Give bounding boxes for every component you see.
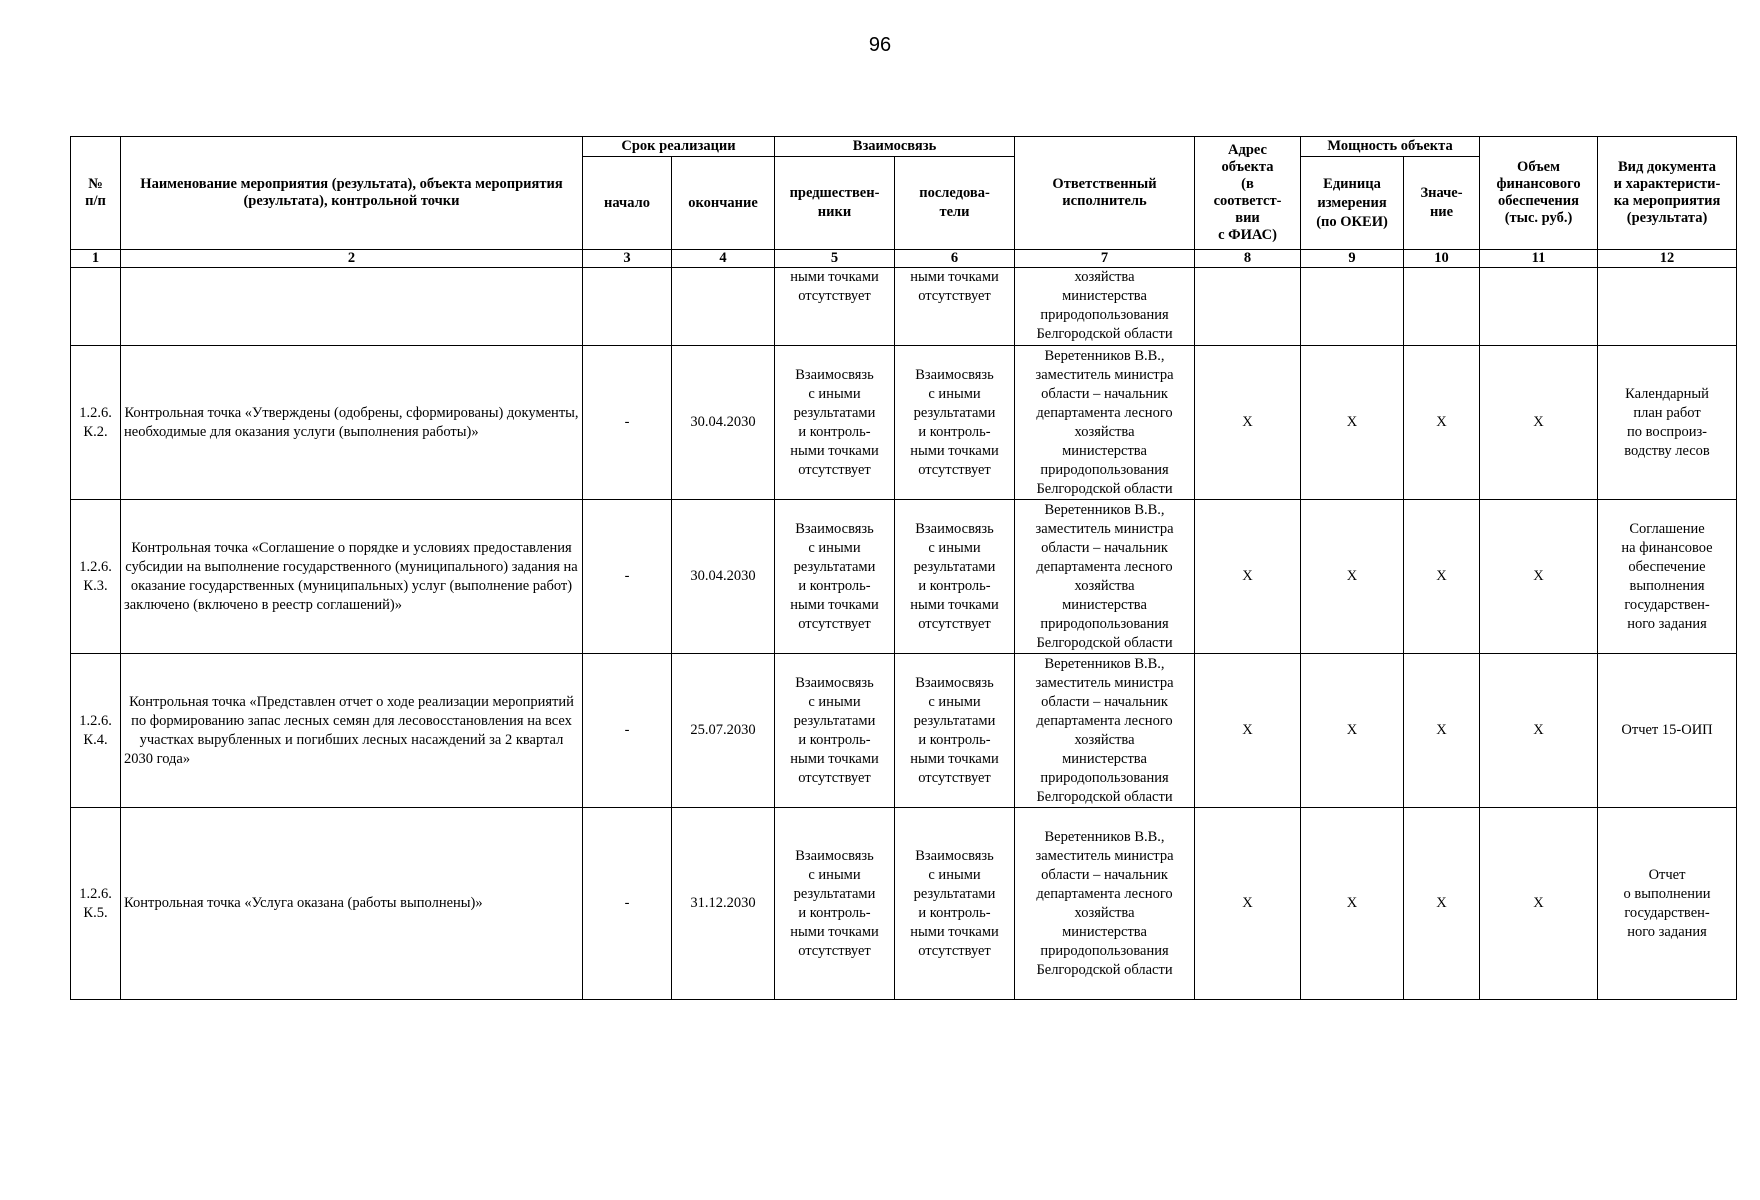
header-doc-type: Вид документа и характеристи- ка мероприятия (результата) [1598, 137, 1737, 250]
column-number: 9 [1301, 250, 1404, 268]
plan-table [70, 136, 1737, 1000]
cell-doc-type: Календарный план работ по воспроиз- водству лесов [1598, 346, 1737, 500]
header-finance: Объем финансового обеспечения (тыс. руб.) [1480, 137, 1598, 250]
cell-doc-type: Отчет 15-ОИП [1598, 654, 1737, 808]
column-number: 3 [583, 250, 672, 268]
cell-responsible: Веретенников В.В., заместитель министра области – начальник департамента лесного хозяйства министерства природопользования Белгородской области [1015, 346, 1195, 500]
cell-next: ными точками отсутствует [895, 268, 1015, 346]
cell-start: - [583, 500, 672, 654]
cell-start: - [583, 808, 672, 1000]
header-link-prev: предшествен- ники [775, 157, 895, 250]
cell-value: X [1404, 500, 1480, 654]
cell-doc-type: Соглашение на финансовое обеспечение выполнения государствен- ного задания [1598, 500, 1737, 654]
column-number: 8 [1195, 250, 1301, 268]
cell-empty [71, 268, 121, 346]
cell-empty [1301, 268, 1404, 346]
column-number: 4 [672, 250, 775, 268]
cell-address: X [1195, 346, 1301, 500]
column-number: 11 [1480, 250, 1598, 268]
cell-end: 30.04.2030 [672, 500, 775, 654]
header-term-group: Срок реализации [583, 137, 775, 157]
cell-start: - [583, 346, 672, 500]
cell-finance: X [1480, 500, 1598, 654]
header-name: Наименование мероприятия (результата), объекта мероприятия (результата), контрольной точки [121, 137, 583, 250]
cell-empty [1598, 268, 1737, 346]
header-term-start: начало [583, 157, 672, 250]
cell-prev: ными точками отсутствует [775, 268, 895, 346]
header-unit: Единица измерения (по ОКЕИ) [1301, 157, 1404, 250]
cell-finance: X [1480, 654, 1598, 808]
cell-next: Взаимосвязь с иными результатами и контроль- ными точками отсутствует [895, 346, 1015, 500]
header-value: Значе- ние [1404, 157, 1480, 250]
column-number: 2 [121, 250, 583, 268]
cell-unit: X [1301, 808, 1404, 1000]
column-number: 10 [1404, 250, 1480, 268]
column-number: 7 [1015, 250, 1195, 268]
cell-empty [1480, 268, 1598, 346]
cell-empty [121, 268, 583, 346]
header-no: № п/п [71, 137, 121, 250]
header-term-end: окончание [672, 157, 775, 250]
cell-finance: X [1480, 346, 1598, 500]
cell-no: 1.2.6. К.2. [71, 346, 121, 500]
cell-doc-type: Отчет о выполнении государствен- ного задания [1598, 808, 1737, 1000]
cell-no: 1.2.6. К.3. [71, 500, 121, 654]
cell-address: X [1195, 654, 1301, 808]
column-number: 5 [775, 250, 895, 268]
cell-empty [1195, 268, 1301, 346]
header-link-next: последова- тели [895, 157, 1015, 250]
column-number: 6 [895, 250, 1015, 268]
table-row [71, 654, 1737, 808]
header-address: Адрес объекта (в соответст- вии с ФИАС) [1195, 137, 1301, 250]
cell-address: X [1195, 808, 1301, 1000]
page-number: 96 [868, 34, 892, 56]
cell-next: Взаимосвязь с иными результатами и контроль- ными точками отсутствует [895, 500, 1015, 654]
cell-prev: Взаимосвязь с иными результатами и контроль- ными точками отсутствует [775, 346, 895, 500]
cell-value: X [1404, 346, 1480, 500]
cell-unit: X [1301, 346, 1404, 500]
cell-empty [1404, 268, 1480, 346]
cell-start: - [583, 654, 672, 808]
cell-responsible: хозяйства министерства природопользования Белгородской области [1015, 268, 1195, 346]
cell-value: X [1404, 808, 1480, 1000]
continuation-row [71, 268, 1737, 346]
header-capacity-group: Мощность объекта [1301, 137, 1480, 157]
cell-no: 1.2.6. К.5. [71, 808, 121, 1000]
cell-next: Взаимосвязь с иными результатами и контроль- ными точками отсутствует [895, 654, 1015, 808]
cell-name: Контрольная точка «Представлен отчет о ходе реализации мероприятий по формированию запас лесных семян для лесовосстановления на всех участках вырубленных и погибших лесных насаждений за 2 квартал 2030 года» [121, 654, 583, 808]
table-row [71, 500, 1737, 654]
cell-end: 25.07.2030 [672, 654, 775, 808]
cell-no: 1.2.6. К.4. [71, 654, 121, 808]
cell-name: Контрольная точка «Услуга оказана (работы выполнены)» [121, 808, 583, 1000]
cell-value: X [1404, 654, 1480, 808]
cell-prev: Взаимосвязь с иными результатами и контроль- ными точками отсутствует [775, 654, 895, 808]
cell-responsible: Веретенников В.В., заместитель министра области – начальник департамента лесного хозяйства министерства природопользования Белгородской области [1015, 808, 1195, 1000]
cell-prev: Взаимосвязь с иными результатами и контроль- ными точками отсутствует [775, 808, 895, 1000]
column-numbers-row [71, 250, 1737, 268]
header-responsible: Ответственный исполнитель [1015, 137, 1195, 250]
cell-end: 31.12.2030 [672, 808, 775, 1000]
cell-responsible: Веретенников В.В., заместитель министра области – начальник департамента лесного хозяйства министерства природопользования Белгородской области [1015, 654, 1195, 808]
cell-finance: X [1480, 808, 1598, 1000]
cell-next: Взаимосвязь с иными результатами и контроль- ными точками отсутствует [895, 808, 1015, 1000]
cell-end: 30.04.2030 [672, 346, 775, 500]
column-number: 1 [71, 250, 121, 268]
table-row [71, 346, 1737, 500]
header-link-group: Взаимосвязь [775, 137, 1015, 157]
cell-prev: Взаимосвязь с иными результатами и контроль- ными точками отсутствует [775, 500, 895, 654]
cell-name: Контрольная точка «Соглашение о порядке и условиях предоставления субсидии на выполнение государственного (муниципального) задания на оказание государственных (муниципальных) услуг (выполнение работ) заключено (включено в реестр соглашений)» [121, 500, 583, 654]
cell-responsible: Веретенников В.В., заместитель министра области – начальник департамента лесного хозяйства министерства природопользования Белгородской области [1015, 500, 1195, 654]
cell-address: X [1195, 500, 1301, 654]
table-row [71, 808, 1737, 1000]
cell-empty [583, 268, 672, 346]
cell-empty [672, 268, 775, 346]
cell-name: Контрольная точка «Утверждены (одобрены, сформированы) документы, необходимые для оказания услуги (выполнения работы)» [121, 346, 583, 500]
column-number: 12 [1598, 250, 1737, 268]
cell-unit: X [1301, 500, 1404, 654]
cell-unit: X [1301, 654, 1404, 808]
